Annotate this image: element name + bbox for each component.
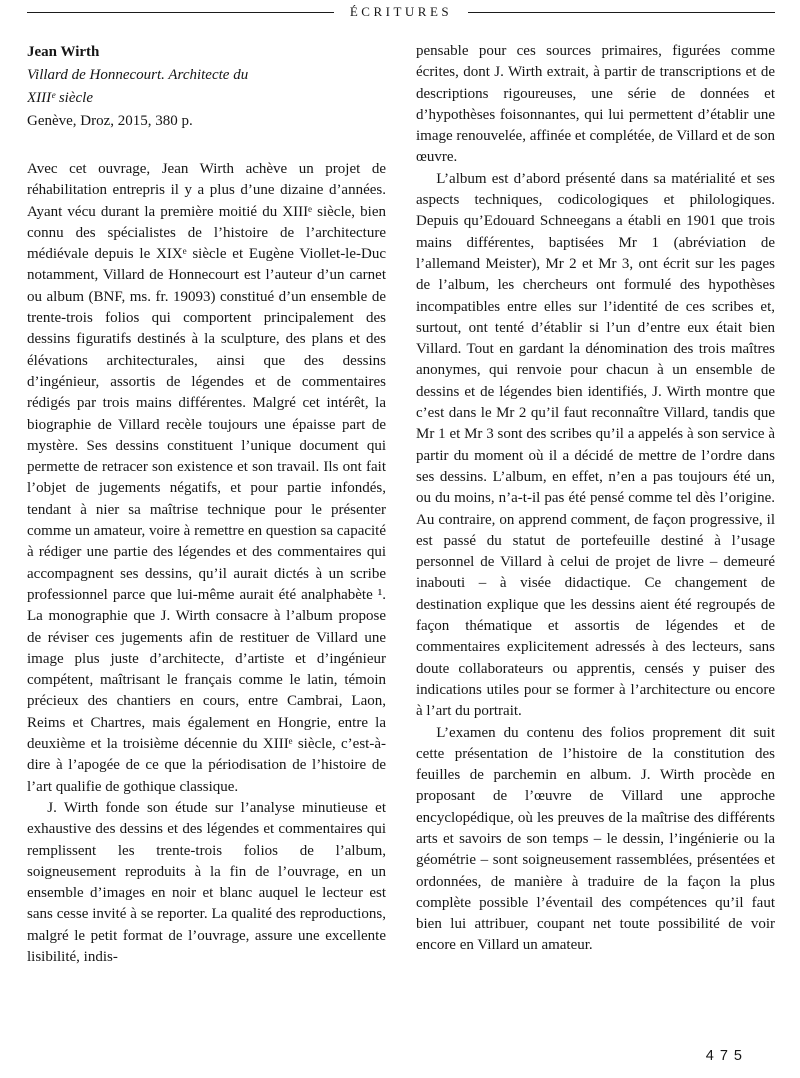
section-title: ÉCRITURES [349, 4, 453, 19]
book-title-line-1: Villard de Honnecourt. Architecte du [27, 67, 249, 83]
body-paragraph: L’examen du contenu des folios proprement dit suit cette présentation de l’histoire de la constitution des feuilles de parchemin en album. J. Wirth procède en proposant de l’œuvre de Villard une approche encyclopédique, où les preuves de la maîtrise des différents arts et savoirs de son temps – le dessin, l’ingénierie ou la géométrie – sont soigneusement rassemblées, présentées et ordonnées, de manière à traduire de la façon la plus complète possible l’éventail des compétences qu’il faut bien lui attribuer, coupant net toute possibilité de voir encore en Villard un amateur. [416, 724, 775, 954]
body-paragraph: Avec cet ouvrage, Jean Wirth achève un projet de réhabilitation entrepris il y a plus d’une dizaine d’années. Ayant vécu durant la première moitié du XIIIᵉ siècle, bien connu des spécialistes de l’histoire de l’architecture médiévale depuis le XIXᵉ siècle et Eugène Viollet-le-Duc notamment, Villard de Honnecourt est l’auteur d’un carnet ou album (BNF, ms. fr. 19093) constitué d’un ensemble de trente-trois folios qui comportent principalement des dessins figuratifs destinés à la sculpture, des plans et des élévations architecturales, ainsi que des dessins d’ingénieur, assortis de légendes et de commentaires rédigés par trois mains différentes. Malgré cet intérêt, la biographie de Villard recèle toujours une épaisse part de mystère. Ses dessins constituent l’unique document qui permette de retracer son existence et son travail. Ils ont fait l’objet de jugements négatifs, et pour partie infondés, tendant à nier sa maîtrise technique pour le présenter comme un amateur, voire à remettre en question sa capacité à rédiger une partie des légendes et des commentaires qui accompagnent ses dessins, qu’il aurait dictés à un scribe professionnel parce que lui-même aurait été analphabète ¹. La monographie que J. Wirth consacre à l’album propose de réviser ces jugements afin de restituer de Villard une image plus juste d’architecte, d’artiste et d’ingénieur compétent, maîtrisant le français comme le latin, témoin précieux des chantiers en cours, entre Cambrai, Laon, Reims et Chartres, mais également en Hongrie, entre la deuxième et la troisième décennie du XIIIᵉ siècle, c’est-à-dire à l’apogée de ce que la périodisation de l’histoire de l’art qualifie de gothique classique. [27, 161, 386, 795]
review-imprint: Genève, Droz, 2015, 380 p. [27, 113, 193, 129]
running-head [27, 3, 775, 21]
header-rule-left [27, 12, 334, 13]
review-heading [27, 41, 386, 133]
book-title-line-2: XIIIᵉ siècle [27, 90, 93, 106]
header-rule-right [468, 12, 775, 13]
body-paragraph: J. Wirth fonde son étude sur l’analyse minutieuse et exhaustive des dessins et des légendes et commentaires qui remplissent les trente-trois folios de l’album, soigneusement reproduits à la fin de l’ouvrage, en un ensemble d’images en noir et blanc auquel le lecteur est sans cesse invité à se reporter. La qualité des reproductions, malgré le petit format de l’ouvrage, assure une excellente lisibilité, indis- [27, 799, 386, 965]
two-column-body [27, 41, 775, 1078]
page-number: 475 [705, 1048, 748, 1064]
left-column [27, 41, 386, 1078]
body-paragraph: L’album est d’abord présenté dans sa matérialité et ses aspects techniques, codicologiques et philologiques. Depuis qu’Edouard Schneegans a établi en 1901 que trois mains différentes, baptisées Mr 1 (abréviation de l’allemand Meister), Mr 2 et Mr 3, ont écrit sur les pages de l’album, les chercheurs ont formulé des hypothèses incompatibles entre elles sur l’identité de ces scribes et, surtout, ont tenté d’établir si l’un d’entre eux était bien Villard. Tout en gardant la dénomination des trois maîtres anonymes, qui renvoie pour chacun à un ensemble de dessins et de légendes bien identifiés, J. Wirth montre que c’est dans le Mr 2 qu’il faut reconnaître Villard, tandis que Mr 1 et Mr 3 sont des scribes qu’il a appelés à son service à partir du moment où il a décidé de mettre de l’ordre dans ses dessins. L’album, en effet, n’en a pas toujours été un, ou du moins, n’a-t-il pas été pensé comme tel dès l’origine. Au contraire, on apprend comment, de façon progressive, il est passé du statut de portefeuille destiné à l’usage personnel de Villard à celui de projet de livre – demeuré inabouti – à visée didactique. Ce changement de destination explique que les dessins aient été regroupés de façon thématique et assortis de légendes et de commentaires explicitement adressés à des lecteurs, sans doute collaborateurs ou apprentis, censés y puiser des indications utiles pour se former à l’architecture ou encore à l’art du portrait. [416, 170, 775, 720]
right-column [416, 41, 775, 1078]
review-author: Jean Wirth [27, 44, 100, 60]
body-paragraph: pensable pour ces sources primaires, figurées comme écrites, dont J. Wirth extrait, à partir de transcriptions et de descriptions rigoureuses, une série de données et d’hypothèses foisonnantes, qui lui permettent d’établir une image renouvelée, affinée et complétée, de Villard et de son œuvre. [416, 43, 775, 166]
